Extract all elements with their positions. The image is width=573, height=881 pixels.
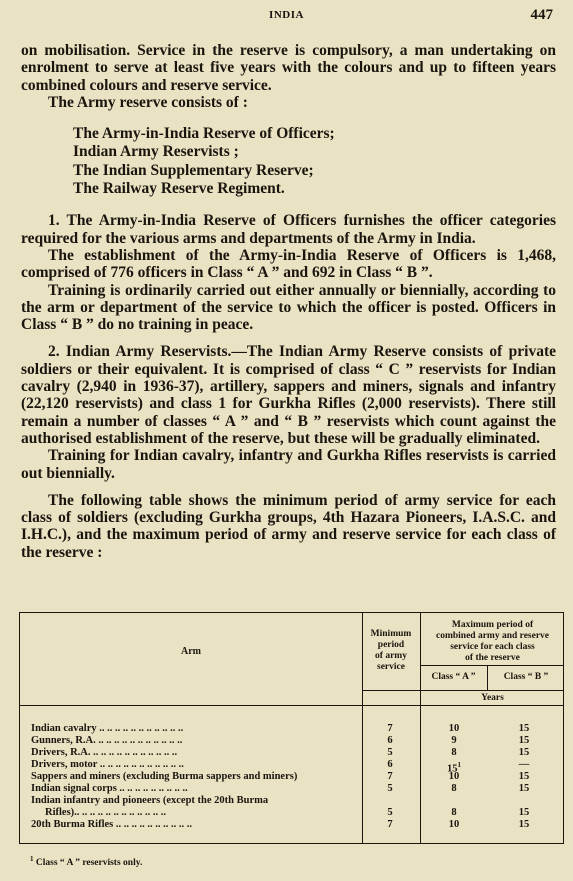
paragraph: 2. Indian Army Reservists.—The Indian Army Reserve consists of private soldiers or their equivalent. It is comprised of class “ C ” reservists for Indian cavalry (2,940 in 1936-37), artillery, sappers and miners, signals and infantry (22,120 reservists) and class 1 for Gurkha Rifles (2,000 reservists). There still remain a number of classes “ A ” and “ B ” reservists which count against the authorised establishment of the reserve, but these will be gradually eliminated. — [21, 343, 556, 447]
cell-min: 5 — [387, 747, 393, 758]
cell-arm: Sappers and miners (excluding Burma sappers and miners) — [31, 771, 298, 782]
row-divider — [362, 690, 563, 691]
cell-min: 6 — [387, 759, 393, 770]
cell-min: 5 — [387, 807, 393, 818]
paragraph: The Army reserve consists of : — [48, 93, 248, 111]
footnote-ref: 1 — [457, 761, 461, 769]
page-header — [0, 9, 573, 27]
cell-arm: Drivers, motor .. .. .. .. .. .. .. .. .. .. .. — [31, 759, 184, 770]
header-line: of the reserve — [465, 653, 520, 663]
footnote-text: Class “ A ” reservists only. — [35, 858, 143, 869]
cell-value: 15 — [447, 763, 458, 775]
table-row — [20, 735, 563, 747]
table-row — [20, 771, 563, 783]
cell-class-a: 10 — [448, 771, 460, 782]
cell-class-b: 15 — [518, 735, 530, 746]
header-line: Maximum period of — [451, 620, 534, 630]
cell-class-b: 15 — [518, 723, 530, 734]
cell-class-b: 15 — [518, 807, 530, 818]
paragraph: Training for Indian cavalry, infantry and Gurkha Rifles reservists is carried out biennially. — [21, 447, 556, 482]
cell-class-b: 15 — [518, 747, 530, 758]
cell-arm: Gunners, R.A. .. .. .. .. .. .. .. .. .. .. .. — [31, 735, 183, 746]
cell-min: 7 — [387, 819, 393, 830]
cell-class-a: 8 — [451, 747, 457, 758]
cell-arm: 20th Burma Rifles .. .. .. .. .. .. .. .. .. .. — [31, 819, 192, 830]
header-minimum — [362, 629, 420, 673]
cell-min: 6 — [387, 735, 393, 746]
cell-class-a: 9 — [451, 735, 457, 746]
cell-arm: Indian signal corps .. .. .. .. .. .. .. .. .. — [31, 783, 188, 794]
row-divider — [420, 665, 563, 666]
cell-class-b: 15 — [518, 783, 530, 794]
header-line: of army — [375, 651, 407, 661]
table-row — [20, 759, 563, 775]
header-line: service — [377, 662, 405, 672]
header-line: Minimum — [370, 629, 412, 639]
table-row — [20, 795, 563, 807]
table-row — [20, 807, 563, 819]
header-class-a: Class “ A ” — [431, 672, 476, 682]
table-row — [20, 783, 563, 795]
cell-min: 7 — [387, 771, 393, 782]
cell-class-a: 8 — [451, 783, 457, 794]
list-item: The Indian Supplementary Reserve; — [73, 161, 314, 179]
table-row — [20, 747, 563, 759]
cell-min: 5 — [387, 783, 393, 794]
cell-class-a: 8 — [451, 807, 457, 818]
cell-arm: Rifles).. .. .. .. .. .. .. .. .. .. .. .. — [45, 807, 167, 818]
cell-arm: Indian infantry and pioneers (except the 20th Burma — [31, 795, 269, 806]
page-number: 447 — [530, 7, 553, 23]
paragraph: on mobilisation. Service in the reserve is compulsory, a man undertaking on enrolment to serve at least five years with the colours and up to fifteen years combined colours and reserve service. — [21, 42, 556, 94]
row-divider — [20, 705, 563, 706]
header-maximum — [420, 620, 565, 664]
header-line: service for each class — [450, 642, 535, 652]
header-class-b: Class “ B ” — [503, 672, 549, 682]
service-table — [19, 612, 564, 844]
paragraph: The establishment of the Army-in-India Reserve of Officers is 1,468, comprised of 776 officers in Class “ A ” and 692 in Class “ B ”. — [21, 246, 556, 282]
list-item: The Railway Reserve Regiment. — [73, 180, 285, 198]
table-row — [20, 819, 563, 831]
header-years: Years — [481, 693, 504, 703]
paragraph: 1. The Army-in-India Reserve of Officers furnishes the officer categories required for the various arms and departments of the Army in India. — [21, 212, 556, 247]
cell-arm: Indian cavalry .. .. .. .. .. .. .. .. .. .. .. — [31, 723, 184, 734]
header-line: combined army and reserve — [435, 631, 550, 641]
cell-class-b: 15 — [518, 819, 530, 830]
running-head: INDIA — [269, 9, 304, 21]
cell-arm: Drivers, R.A. .. .. .. .. .. .. .. .. .. .. .. — [31, 747, 178, 758]
footnote-mark: 1 — [30, 855, 34, 863]
list-item: Indian Army Reservists ; — [73, 143, 239, 161]
cell-class-a: 10 — [448, 819, 460, 830]
list-item: The Army-in-India Reserve of Officers; — [73, 125, 335, 143]
cell-class-a: 10 — [448, 723, 460, 734]
reserve-list — [73, 125, 556, 198]
footnote — [30, 855, 142, 868]
paragraph: Training is ordinarily carried out either annually or biennially, according to the arm or department of the service to which the officer is posted. Officers in Class “ B ” do no training in peace. — [21, 281, 556, 334]
cell-min: 7 — [387, 723, 393, 734]
body-text — [21, 42, 556, 561]
header-arm: Arm — [181, 646, 201, 657]
cell-class-b: 15 — [518, 771, 530, 782]
paragraph: The following table shows the minimum period of army service for each class of soldiers (excluding Gurkha groups, 4th Hazara Pioneers, I.A.S.C. and I.H.C.), and the maximum period of army and reserve service for each class of the reserve : — [21, 491, 556, 561]
header-line: period — [377, 640, 405, 650]
cell-class-b: — — [518, 759, 530, 770]
table-row — [20, 723, 563, 735]
